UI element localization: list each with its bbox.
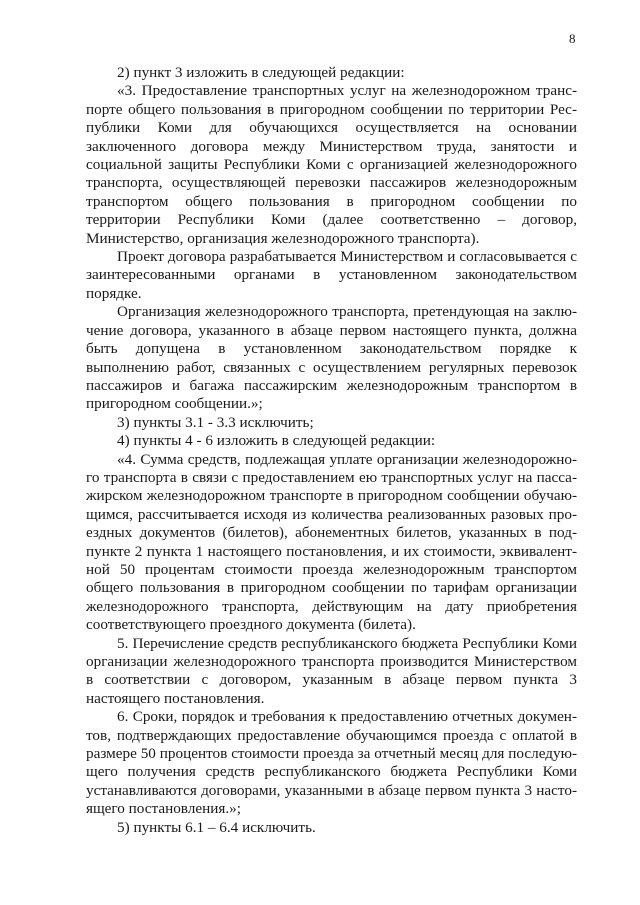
paragraph-point-6: 6. Сроки, порядок и требования к предоставлению отчетных документов, подтверждающих предоставление обучающимся проезда с оплатой в размере 50 процентов стоимости проезда за отчетный месяц для последующего получения средств республиканского бюджета Республики Коми устанавливаются договорами, указанными в абзаце первом пункта 3 настоящего постановления.»; xyxy=(86,708,577,818)
paragraph-rail-organization: Организация железнодорожного транспорта, претендующая на заключение договора, указанного в абзаце первом настоящего пункта, должна быть допущена в установленном законодательством порядке к выполнению работ, связанных с осуществлением регулярных перевозок пассажиров и багажа пассажирским железнодорожным транспортом в пригородном сообщении.»; xyxy=(86,303,577,413)
paragraph-point-5: 5. Перечисление средств республиканского бюджета Республики Коми организации железнодорожного транспорта производится Министерством в соответствии с договором, указанным в абзаце первом пункта 3 настоящего постановления. xyxy=(86,634,577,707)
paragraph-contract-draft: Проект договора разрабатывается Министерством и согласовывается с заинтересованными органами в установленном законодательством порядке. xyxy=(86,248,577,302)
paragraph-item-2: 2) пункт 3 изложить в следующей редакции: xyxy=(117,64,405,81)
paragraph-item-3: 3) пункты 3.1 - 3.3 исключить; xyxy=(117,413,314,431)
page-number: 8 xyxy=(569,31,576,46)
paragraph-item-5: 5) пункты 6.1 – 6.4 исключить. xyxy=(117,818,316,836)
document-body xyxy=(86,64,577,837)
paragraph-point-4: «4. Сумма средств, подлежащая уплате организации железнодорожного транспорта в связи с предоставлением ею транспортных услуг на пассажирском железнодорожном транспорте в пригородном сообщении обучающимся, рассчитывается исходя из количества реализованных разовых проездных документов (билетов), абонементных билетов, указанных в подпункте 2 пункта 1 настоящего постановления, и их стоимости, эквивалентной 50 процентам стоимости проезда железнодорожным транспортом общего пользования в пригородном сообщении по тарифам организации железнодорожного транспорта, действующим на дату приобретения соответствующего проездного документа (билета). xyxy=(86,450,577,634)
paragraph-item-4: 4) пункты 4 - 6 изложить в следующей редакции: xyxy=(117,432,436,450)
paragraph-point-3: «3. Предоставление транспортных услуг на железнодорожном транспорте общего пользования в пригородном сообщении по территории Республики Коми для обучающихся осуществляется на основании заключенного договора между Министерством труда, занятости и социальной защиты Республики Коми с организацией железнодорожного транспорта, осуществляющей перевозки пассажиров железнодорожным транспортом общего пользования в пригородном сообщении по территории Республики Коми (далее соответственно – договор, Министерство, организация железнодорожного транспорта). xyxy=(86,82,577,247)
